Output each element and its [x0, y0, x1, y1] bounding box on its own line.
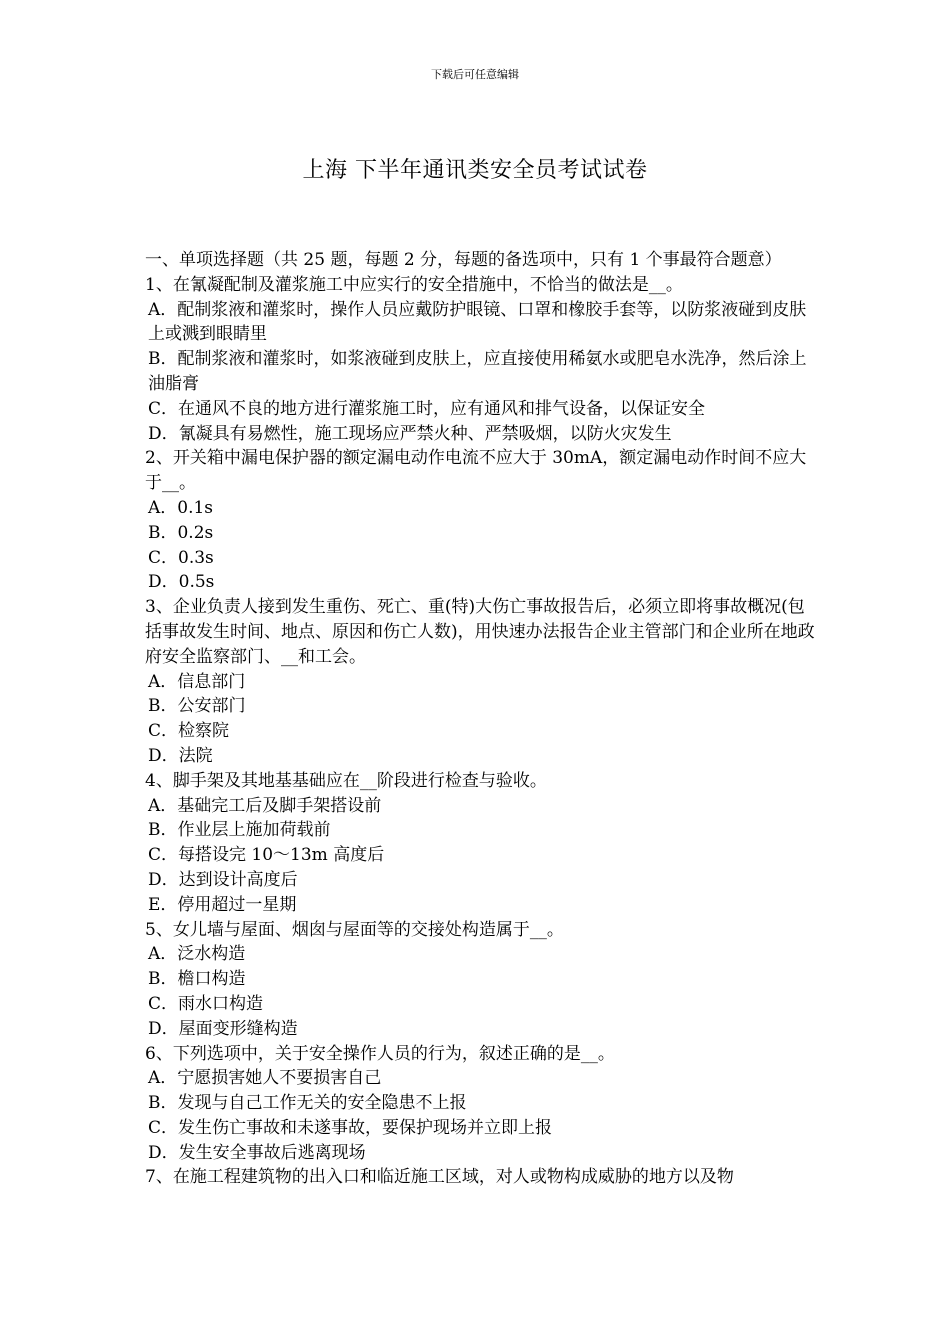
document-body: [145, 248, 815, 1190]
question-option: B．作业层上施加荷载前: [148, 820, 331, 841]
question-option: A．泛水构造: [148, 944, 246, 965]
question-option: A．信息部门: [148, 671, 246, 692]
question-option: B．檐口构造: [148, 969, 246, 990]
question-option: C．在通风不良的地方进行灌浆施工时，应有通风和排气设备，以保证安全: [148, 398, 706, 419]
question-stem: 4、脚手架及其地基基础应在__阶段进行检查与验收。: [145, 770, 547, 791]
question-option: A．配制浆液和灌浆时，操作人员应戴防护眼镜、口罩和橡胶手套等，以防浆液碰到皮肤上或溅到眼睛里: [148, 299, 807, 345]
question-stem: 3、企业负责人接到发生重伤、死亡、重(特)大伤亡事故报告后，必须立即将事故概况(包括事故发生时间、地点、原因和伤亡人数)，用快速办法报告企业主管部门和企业所在地政府安全监察部门、__和工会。: [145, 597, 815, 667]
question-option: B．0.2s: [148, 522, 214, 543]
question-option: A．宁愿损害她人不要损害自己: [148, 1068, 382, 1089]
question-option: D．氰凝具有易燃性，施工现场应严禁火种、严禁吸烟，以防火灾发生: [148, 423, 672, 444]
question-option: C．0.3s: [148, 547, 214, 568]
question-option: A．0.1s: [148, 497, 214, 518]
section-heading: 一、单项选择题（共 25 题，每题 2 分，每题的备选项中，只有 1 个事最符合题意）: [145, 250, 782, 270]
question-option: A．基础完工后及脚手架搭设前: [148, 795, 382, 816]
question-option: D．屋面变形缝构造: [148, 1018, 298, 1039]
question-option: D．达到设计高度后: [148, 869, 298, 890]
question-stem: 2、开关箱中漏电保护器的额定漏电动作电流不应大于 30mA，额定漏电动作时间不应大于__。: [145, 448, 807, 494]
question-option: D．发生安全事故后逃离现场: [148, 1142, 366, 1163]
question-option: E．停用超过一星期: [148, 894, 297, 915]
question-stem: 5、女儿墙与屋面、烟囱与屋面等的交接处构造属于__。: [145, 919, 564, 940]
question-option: C．雨水口构造: [148, 993, 264, 1014]
question-option: D．0.5s: [148, 572, 215, 593]
question-stem: 7、在施工程建筑物的出入口和临近施工区域，对人或物构成威胁的地方以及物: [145, 1167, 734, 1188]
document-title: 上海 下半年通讯类安全员考试试卷: [302, 158, 648, 183]
question-option: B．配制浆液和灌浆时，如浆液碰到皮肤上，应直接使用稀氨水或肥皂水洗净，然后涂上油脂膏: [148, 349, 807, 394]
question-option: D．法院: [148, 745, 213, 766]
question-option: C．检察院: [148, 721, 230, 742]
question-option: B．公安部门: [148, 696, 246, 717]
question-option: C．每搭设完 10～13m 高度后: [148, 845, 385, 866]
header-note: 下载后可任意编辑: [431, 68, 519, 81]
question-option: C．发生伤亡事故和未遂事故，要保护现场并立即上报: [148, 1117, 553, 1138]
question-stem: 1、在氰凝配制及灌浆施工中应实行的安全措施中，不恰当的做法是__。: [145, 274, 683, 295]
question-stem: 6、下列选项中，关于安全操作人员的行为，叙述正确的是__。: [145, 1043, 615, 1064]
question-option: B．发现与自己工作无关的安全隐患不上报: [148, 1093, 467, 1114]
